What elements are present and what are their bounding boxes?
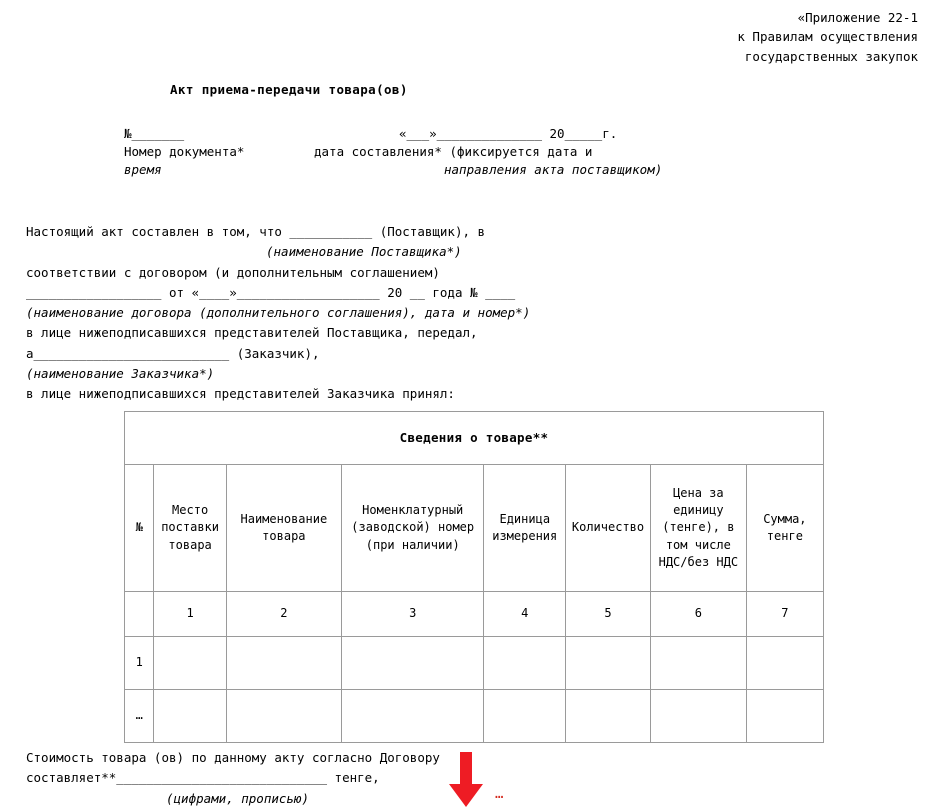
- appendix-header: [538, 8, 918, 66]
- document-date-note: направления акта поставщиком): [444, 162, 663, 177]
- table-header-cell-price: Цена за единицу (тенге), в том числе НДС/без НДС: [650, 465, 746, 592]
- table-cell: [650, 690, 746, 743]
- body-line-2-supplier-name-hint: (наименование Поставщика*): [266, 244, 462, 260]
- table-header-cell-name: Наименование товара: [226, 465, 341, 592]
- table-cell: [566, 637, 651, 690]
- table-numbering-cell-2: 2: [226, 592, 341, 637]
- body-line-5-contract-hint: (наименование договора (дополнительного соглашения), дата и номер*): [26, 305, 531, 320]
- body-line-7: а__________________________ (Заказчик),: [26, 345, 320, 361]
- table-cell: [226, 690, 341, 743]
- footer-line-1: Стоимость товара (ов) по данному акту согласно Договору: [26, 750, 440, 765]
- footer-line-2: составляет**____________________________ тенге,: [26, 770, 380, 786]
- body-text: [26, 222, 906, 404]
- table-numbering-cell-5: 5: [566, 592, 651, 637]
- table-header-cell-unit: Единица измерения: [484, 465, 566, 592]
- appendix-header-line-2: к Правилам осуществления: [737, 29, 918, 45]
- table-row: [125, 690, 824, 743]
- body-line-9: в лице нижеподписавшихся представителей Заказчика принял:: [26, 386, 455, 401]
- footer-line-3-amount-hint: (цифрами, прописью): [166, 790, 309, 806]
- table-numbering-cell-0: [125, 592, 154, 637]
- table-header-cell-sum: Сумма, тенге: [746, 465, 823, 592]
- table-numbering-row: [125, 592, 824, 637]
- table-cell: [566, 690, 651, 743]
- table-header-cell-serial: Номенклатурный (заводской) номер (при наличии): [341, 465, 484, 592]
- body-line-8-customer-name-hint: (наименование Заказчика*): [26, 365, 215, 381]
- table-cell: [484, 637, 566, 690]
- table-header-cell-num: №: [125, 465, 154, 592]
- table-numbering-cell-1: 1: [154, 592, 226, 637]
- table-cell: …: [125, 690, 154, 743]
- table-cell: [341, 637, 484, 690]
- table-numbering-cell-4: 4: [484, 592, 566, 637]
- table-header-row: [125, 465, 824, 592]
- document-number-field: №_______: [124, 126, 185, 141]
- goods-table: [124, 411, 824, 743]
- document-time-label: время: [124, 162, 162, 177]
- document-date-field: «___»______________ 20_____г.: [399, 126, 618, 141]
- number-date-block: [124, 124, 884, 178]
- appendix-header-line-1: «Приложение 22-1: [797, 10, 918, 25]
- table-header-cell-quantity: Количество: [566, 465, 651, 592]
- appendix-header-line-3: государственных закупок: [744, 48, 918, 64]
- footer-text: [26, 748, 726, 809]
- table-row: [125, 637, 824, 690]
- table-caption-row: [125, 412, 824, 465]
- table-numbering-cell-7: 7: [746, 592, 823, 637]
- table-numbering-cell-3: 3: [341, 592, 484, 637]
- table-cell: [484, 690, 566, 743]
- body-line-1: Настоящий акт составлен в том, что ___________ (Поставщик), в: [26, 224, 486, 239]
- red-arrow-annotation: [447, 752, 485, 807]
- table-cell: [226, 637, 341, 690]
- table-caption: Сведения о товаре**: [125, 412, 824, 465]
- table-cell: [650, 637, 746, 690]
- page-title: Акт приема-передачи товара(ов): [170, 82, 408, 97]
- table-header-cell-place: Место поставки товара: [154, 465, 226, 592]
- table-cell: [746, 690, 823, 743]
- ellipsis-annotation: …: [495, 786, 505, 802]
- document-number-label: Номер документа*: [124, 144, 245, 159]
- table-cell: [341, 690, 484, 743]
- table-cell: [154, 637, 226, 690]
- table-cell: [746, 637, 823, 690]
- body-line-3: соответствии с договором (и дополнительным соглашением): [26, 264, 440, 280]
- body-line-4: __________________ от «____»___________________ 20 __ года № ____: [26, 284, 516, 300]
- document-date-label: дата составления* (фиксируется дата и: [314, 144, 593, 159]
- table-numbering-cell-6: 6: [650, 592, 746, 637]
- table-cell: 1: [125, 637, 154, 690]
- body-line-6: в лице нижеподписавшихся представителей Поставщика, передал,: [26, 325, 478, 341]
- table-cell: [154, 690, 226, 743]
